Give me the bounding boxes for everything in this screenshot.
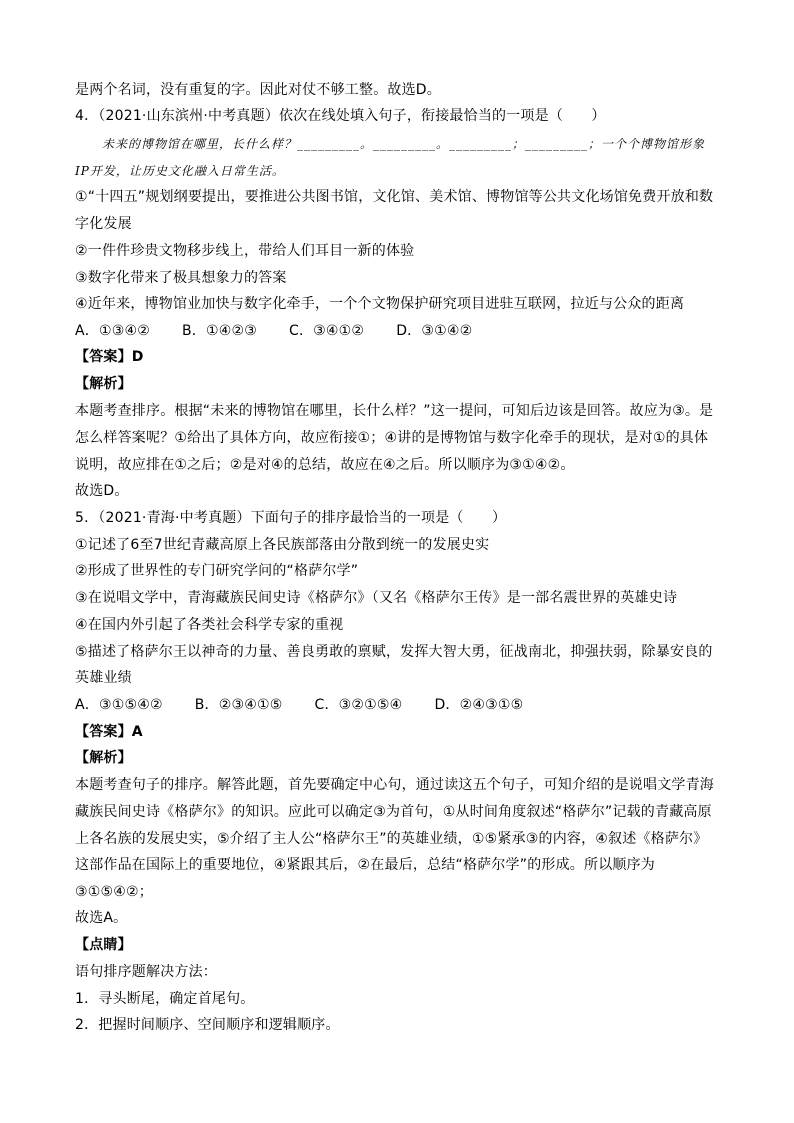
- answer-label: 【答案】A: [75, 724, 143, 740]
- sentence-4: ④在国内外引起了各类社会科学专家的重视: [75, 617, 344, 633]
- analysis-label: 【解析】: [75, 376, 132, 392]
- sentence-1: ①“十四五”规划纲要提出，要推进公共图书馆，文化馆、美术馆、博物馆等公共文化场馆免费开放和数: [75, 189, 714, 205]
- sentence-1: ①记述了6至7世纪青藏高原上各民族部落由分散到统一的发展史实: [75, 537, 490, 553]
- question-4-passage: 未来的博物馆在哪里，长什么样？_________。_________。_________；_________；一个个博物馆形象: [102, 137, 706, 151]
- sentence-3: ③数字化带来了极具想象力的答案: [75, 270, 287, 286]
- conclusion-text: 故选D。: [75, 483, 129, 499]
- sentence-5: ⑤描述了格萨尔王以神奇的力量、善良勇敢的禀赋，发挥大智大勇，征战南北，抑强扶弱，除暴安良的: [75, 644, 713, 660]
- conclusion-text: 故选A。: [75, 910, 128, 926]
- option-b: B．②③④①⑤: [194, 697, 283, 713]
- text-line: 是两个名词，没有重复的字。因此对仗不够工整。故选D。: [75, 82, 441, 98]
- question-5-options: [75, 695, 555, 715]
- option-d: D．②④③①⑤: [434, 697, 524, 713]
- question-4-stem: 4．（2021·山东滨州·中考真题）依次在线处填入句子，衔接最恰当的一项是（ ）: [75, 108, 606, 124]
- sentence-2: ②一件件珍贵文物移步线上，带给人们耳目一新的体验: [75, 243, 415, 259]
- sentence-5-cont: 英雄业绩: [75, 670, 132, 686]
- option-a: A．①③④②: [75, 323, 150, 339]
- analysis-text: ③①⑤④②；: [75, 884, 153, 900]
- analysis-text: 说明，故应排在①之后；②是对④的总结，故应在④之后。所以顺序为③①④②。: [75, 457, 575, 473]
- question-4-passage-cont: IP开发，让历史文化融入日常生活。: [75, 164, 285, 178]
- sentence-1-cont: 字化发展: [75, 216, 132, 232]
- sentence-3: ③在说唱文学中，青海藏族民间史诗《格萨尔》（又名《格萨尔王传》是一部名震世界的英雄史诗: [75, 590, 678, 606]
- analysis-text: 上各名族的发展史实，⑤介绍了主人公“格萨尔王”的英雄业绩，①⑤紧承③的内容，④叙述《格萨尔》: [75, 831, 708, 847]
- sentence-2: ②形成了世界性的专门研究学问的“格萨尔学”: [75, 563, 359, 579]
- analysis-label: 【解析】: [75, 750, 132, 766]
- analysis-text: 本题考查排序。根据“未来的博物馆在哪里，长什么样？”这一提问，可知后边该是回答。故应为③。是: [75, 403, 714, 419]
- analysis-text: 这部作品在国际上的重要地位，④紧跟其后，②在最后，总结“格萨尔学”的形成。所以顺序为: [75, 857, 656, 873]
- option-c: C．③④①②: [289, 323, 365, 339]
- tip-text: 语句排序题解决方法：: [75, 964, 217, 980]
- analysis-text: 本题考查句子的排序。解答此题，首先要确定中心句，通过读这五个句子，可知介绍的是说唱文学青海: [75, 777, 714, 793]
- option-a: A．③①⑤④②: [75, 697, 163, 713]
- option-c: C．③②①⑤④: [314, 697, 403, 713]
- question-5-stem: 5．（2021·青海·中考真题）下面句子的排序最恰当的一项是（ ）: [75, 510, 507, 526]
- analysis-text: 怎么样答案呢？①给出了具体方向，故应衔接①；④讲的是博物馆与数字化牵手的现状，是对①的具体: [75, 430, 709, 446]
- question-4-options: [75, 321, 504, 341]
- sentence-4: ④近年来，博物馆业加快与数字化牵手，一个个文物保护研究项目进驻互联网，拉近与公众的距离: [75, 296, 685, 312]
- tip-step-2: 2．把握时间顺序、空间顺序和逻辑顺序。: [75, 1017, 340, 1033]
- option-b: B．①④②③: [181, 323, 257, 339]
- tip-label: 【点睛】: [75, 937, 132, 953]
- tip-step-1: 1．寻头断尾，确定首尾句。: [75, 991, 255, 1007]
- option-d: D．③①④②: [396, 323, 473, 339]
- answer-label: 【答案】D: [75, 349, 144, 365]
- analysis-text: 藏族民间史诗《格萨尔》的知识。应此可以确定③为首句，①从时间角度叙述“格萨尔”记载的青藏高原: [75, 804, 712, 820]
